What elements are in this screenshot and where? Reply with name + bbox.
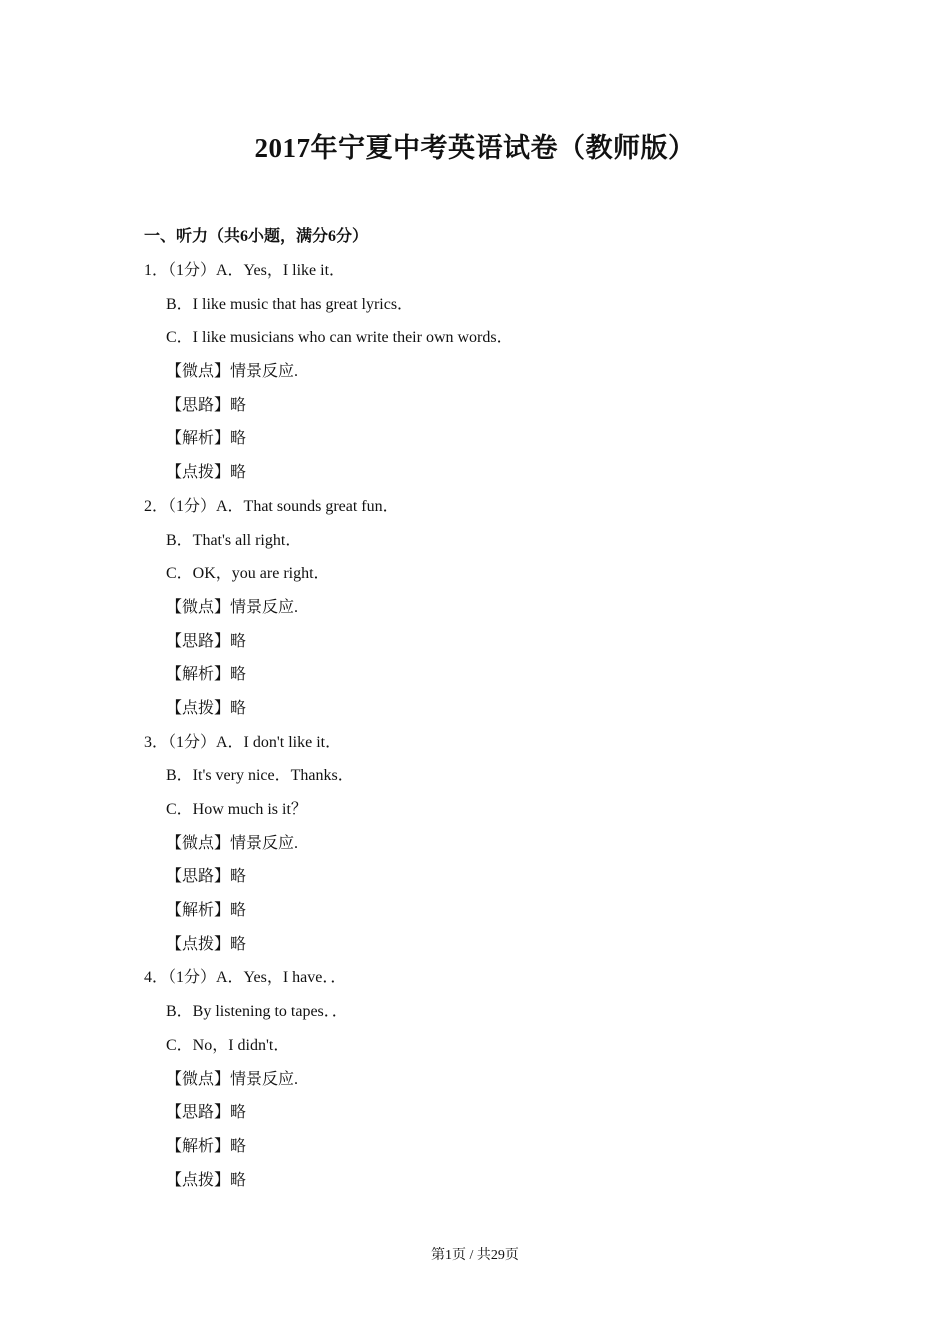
option-c: C．I like musicians who can write their own words． bbox=[166, 329, 513, 347]
note-approach: 【思路】略 bbox=[166, 396, 247, 414]
question-1 bbox=[144, 259, 844, 495]
note-analysis: 【解析】略 bbox=[166, 902, 247, 920]
note-analysis: 【解析】略 bbox=[166, 1137, 247, 1155]
question-list bbox=[144, 259, 844, 1202]
page-title: 2017年宁夏中考英语试卷（教师版） bbox=[254, 133, 696, 163]
note-analysis: 【解析】略 bbox=[166, 666, 247, 684]
question-stem: 4．（1分）A．Yes，I have．． bbox=[144, 969, 347, 987]
option-b: B．That's all right． bbox=[166, 531, 302, 549]
note-analysis: 【解析】略 bbox=[166, 430, 247, 448]
note-tip: 【点拨】略 bbox=[166, 699, 247, 717]
note-point: 【微点】情景反应. bbox=[166, 834, 299, 852]
option-c: C．No，I didn't． bbox=[166, 1036, 290, 1054]
question-3 bbox=[144, 731, 844, 967]
question-stem: 3．（1分）A．I don't like it． bbox=[144, 733, 342, 751]
page-footer: 第1页 / 共29页 bbox=[431, 1248, 519, 1263]
note-point: 【微点】情景反应. bbox=[166, 598, 299, 616]
question-stem: 2．（1分）A．That sounds great fun． bbox=[144, 497, 399, 515]
note-tip: 【点拨】略 bbox=[166, 1171, 247, 1189]
question-stem: 1．（1分）A．Yes，I like it． bbox=[144, 262, 346, 279]
option-b: B．It's very nice．Thanks． bbox=[166, 767, 354, 785]
note-point: 【微点】情景反应. bbox=[166, 1070, 299, 1088]
note-tip: 【点拨】略 bbox=[166, 935, 247, 953]
option-b: B．By listening to tapes．． bbox=[166, 1003, 348, 1021]
section-heading: 一、听力（共6小题，满分6分） bbox=[144, 228, 369, 245]
question-4 bbox=[144, 966, 844, 1202]
option-c: C．How much is it？ bbox=[166, 801, 307, 818]
option-b: B．I like music that has great lyrics． bbox=[166, 295, 414, 313]
note-approach: 【思路】略 bbox=[166, 1104, 247, 1122]
note-tip: 【点拨】略 bbox=[166, 464, 247, 482]
note-point: 【微点】情景反应. bbox=[166, 363, 299, 381]
note-approach: 【思路】略 bbox=[166, 868, 247, 886]
option-c: C．OK，you are right． bbox=[166, 565, 330, 583]
note-approach: 【思路】略 bbox=[166, 632, 247, 650]
question-2 bbox=[144, 495, 844, 731]
